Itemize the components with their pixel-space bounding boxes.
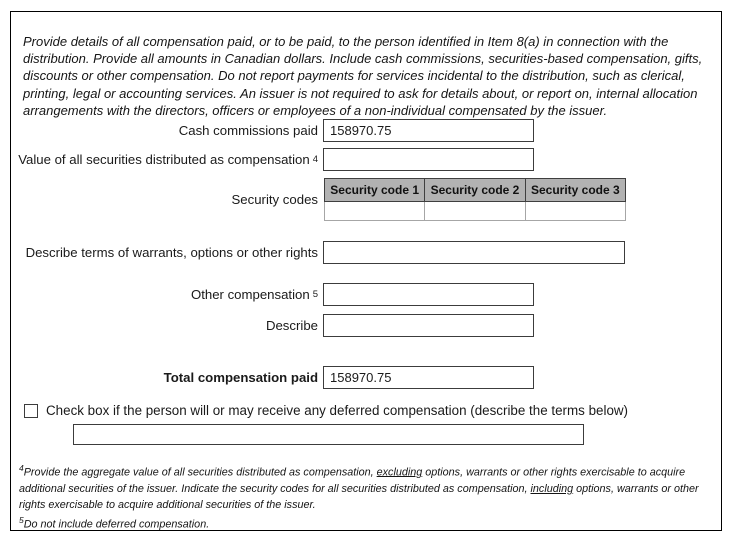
total-compensation-label: Total compensation paid (163, 370, 318, 385)
security-codes-table (324, 178, 626, 221)
security-code-1-cell[interactable] (325, 202, 425, 221)
footnote-5: $^5$Do not include deferred compensation. (19, 514, 210, 531)
footnote-5-ref: 5 (19, 514, 24, 525)
form-instructions: Provide details of all compensation paid, or to be paid, to the person identified in Item 8(a) in connection with the distribution. Provide all amounts in Canadian dollars. Include cash commissions, securities-based compensation, gifts, discounts or other compensation. Do not report payments for services incidental to the distribution, such as clerical, printing, legal or accounting services. An issuer is not required to ask for details about, or report on, internal allocation arrangements with the directors, officers or employees of a non-individual compensated by the issuer. (23, 34, 703, 118)
footnote-4: $^4$Provide the aggregate value of all securities distributed as compensation, excluding options, warrants or other rights exercisable to acquire additional securities of the issuer. Indicate the security codes for all securities distributed as compensation, including options, warrants or other rights exercisable to acquire additional securities of the issuer. (19, 462, 699, 511)
footnote-4-ref: 4 (19, 462, 24, 473)
cash-commissions-input[interactable] (323, 119, 534, 142)
securities-value-label: Value of all securities distributed as compensation 4 (18, 152, 318, 167)
security-code-1-header: Security code 1 (325, 179, 425, 202)
deferred-compensation-checkbox[interactable] (24, 404, 38, 418)
deferred-compensation-checkbox-label: Check box if the person will or may receive any deferred compensation (describe the terms below) (46, 403, 629, 418)
security-code-2-header: Security code 2 (425, 179, 525, 202)
other-describe-input[interactable] (323, 314, 534, 337)
other-describe-label: Describe (265, 318, 318, 333)
footnote-ref-5: 5 (312, 289, 318, 300)
security-codes-label: Security codes (231, 191, 318, 207)
other-compensation-label: Other compensation 5 (190, 287, 318, 302)
deferred-description-input[interactable] (73, 424, 584, 445)
securities-value-input[interactable] (323, 148, 534, 171)
total-compensation-input[interactable] (323, 366, 534, 389)
footnote-4-underline-including: including (530, 482, 574, 495)
footnote-ref-4: 4 (312, 154, 318, 165)
form-frame (10, 11, 722, 531)
cash-commissions-label: Cash commissions paid (178, 123, 318, 138)
warrant-terms-input[interactable] (323, 241, 625, 264)
security-code-3-cell[interactable] (525, 202, 625, 221)
security-code-2-cell[interactable] (425, 202, 525, 221)
other-compensation-input[interactable] (323, 283, 534, 306)
security-code-3-header: Security code 3 (525, 179, 625, 202)
footnote-4-underline-excluding: excluding (376, 466, 423, 479)
warrant-terms-label: Describe terms of warrants, options or other rights (25, 245, 318, 260)
deferred-compensation-row (24, 403, 628, 418)
